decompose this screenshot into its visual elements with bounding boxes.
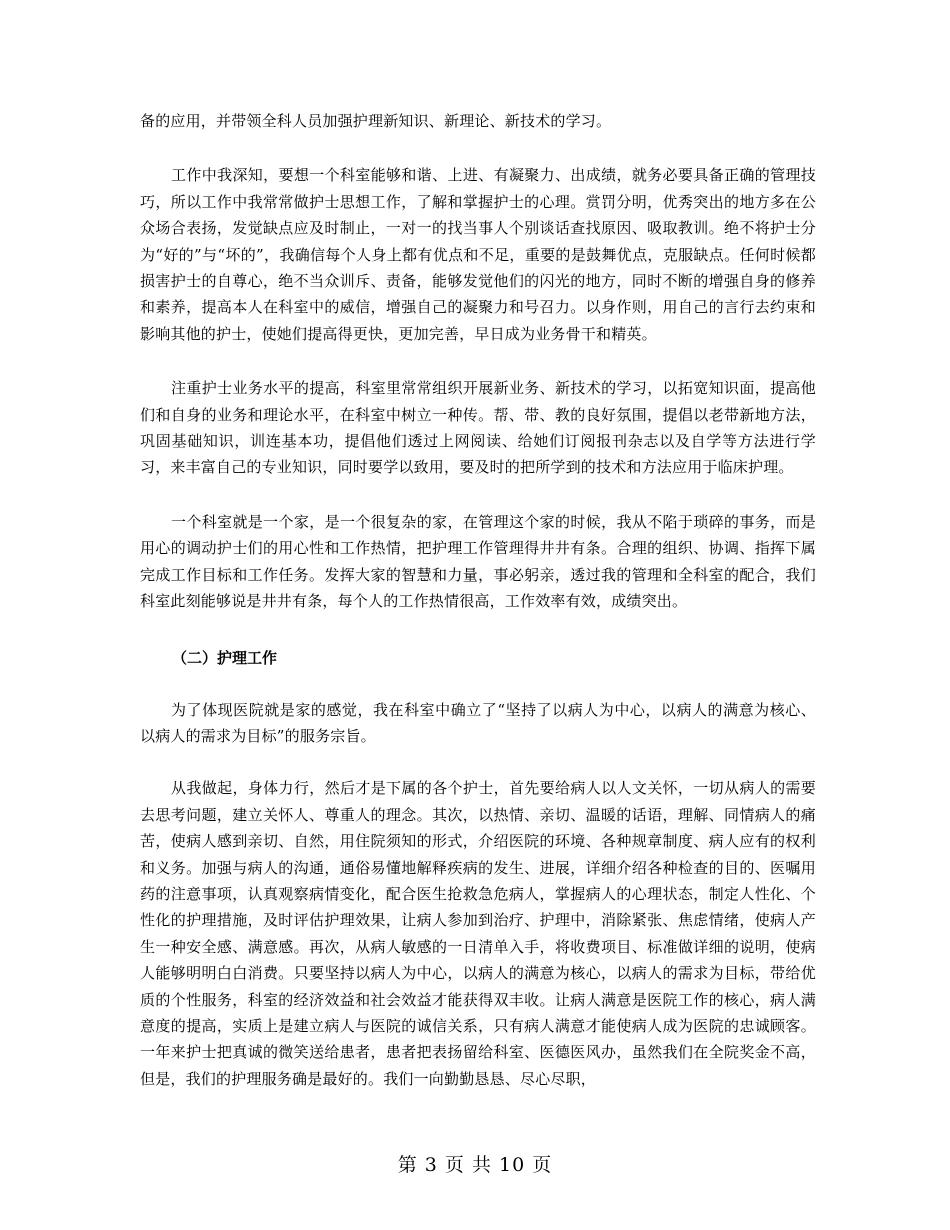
section-heading-nursing-work: （二）护理工作	[172, 648, 278, 667]
paragraph-patient-care: 从我做起，身体力行，然后才是下属的各个护士，首先要给病人以人文关怀，一切从病人的需要去思考问题，建立关怀人、尊重人的理念。其次，以热情、亲切、温暖的话语，理解、同情病人的痛苦，使病人感到亲切、自然，用住院须知的形式，介绍医院的环境、各种规章制度、病人应有的权利和义务。加强与病人的沟通，通俗易懂地解释疾病的发生、进展，详细介绍各种检查的目的、医嘱用药的注意事项，认真观察病情变化，配合医生抢救急危病人，掌握病人的心理状态，制定人性化、个性化的护理措施，及时评估护理效果，让病人参加到治疗、护理中，消除紧张、焦虑情绪，使病人产生一种安全感、满意感。再次，从病人敏感的一日清单入手，将收费项目、标准做详细的说明，使病人能够明明白白消费。只要坚持以病人为中心，以病人的满意为核心，以病人的需求为目标，带给优质的个性服务，科室的经济效益和社会效益才能获得双丰收。让病人满意是医院工作的核心，病人满意度的提高，实质上是建立病人与医院的诚信关系，只有病人满意才能使病人成为医院的忠诚顾客。一年来护士把真诚的微笑送给患者，患者把表扬留给科室、医德医风办，虽然我们在全院奖金不高，但是，我们的护理服务确是最好的。我们一向勤勤恳恳、尽心尽职，	[140, 779, 816, 1088]
document-body	[140, 108, 816, 1092]
page-number-footer: 第 3 页 共 10 页	[397, 1154, 553, 1176]
paragraph-professional-training: 注重护士业务水平的提高，科室里常常组织开展新业务、新技术的学习，以拓宽知识面，提高他们和自身的业务和理论水平，在科室中树立一种传。帮、带、教的良好氛围，提倡以老带新地方法，巩固基础知识，训连基本功，提倡他们透过上网阅读、给她们订阅报刊杂志以及自学等方法进行学习，来丰富自己的专业知识，同时要学以致用，要及时的把所学到的技术和方法应用于临床护理。	[140, 379, 816, 477]
paragraph-continuation: 备的应用，并带领全科人员加强护理新知识、新理论、新技术的学习。	[140, 112, 612, 130]
paragraph-management-skills: 工作中我深知，要想一个科室能够和谐、上进、有凝聚力、出成绩，就务必要具备正确的管理技巧，所以工作中我常常做护士思想工作，了解和掌握护士的心理。赏罚分明，优秀突出的地方多在公众场合表扬，发觉缺点应及时制止，一对一的找当事人个别谈话查找原因、吸取教训。绝不将护士分为“好的”与“坏的”，我确信每个人身上都有优点和不足，重要的是鼓舞优点，克服缺点。任何时候都损害护士的自尊心，绝不当众训斥、责备，能够发觉他们的闪光的地方，同时不断的增强自身的修养和素养，提高本人在科室中的威信，增强自己的凝聚力和号召力。以身作则，用自己的言行去约束和影响其他的护士，使她们提高得更快，更加完善，早日成为业务骨干和精英。	[140, 166, 816, 343]
paragraph-department-family: 一个科室就是一个家，是一个很复杂的家，在管理这个家的时候，我从不陷于琐碎的事务，而是用心的调动护士们的用心性和工作热情，把护理工作管理得井井有条。合理的组织、协调、指挥下属完成工作目标和工作任务。发挥大家的智慧和力量，事必躬亲，透过我的管理和全科室的配合，我们科室此刻能够说是井井有条，每个人的工作热情很高，工作效率有效，成绩突出。	[140, 512, 816, 611]
paragraph-service-principle: 为了体现医院就是家的感觉，我在科室中确立了“坚持了以病人为中心，以病人的满意为核心、以病人的需求为目标”的服务宗旨。	[140, 700, 816, 745]
